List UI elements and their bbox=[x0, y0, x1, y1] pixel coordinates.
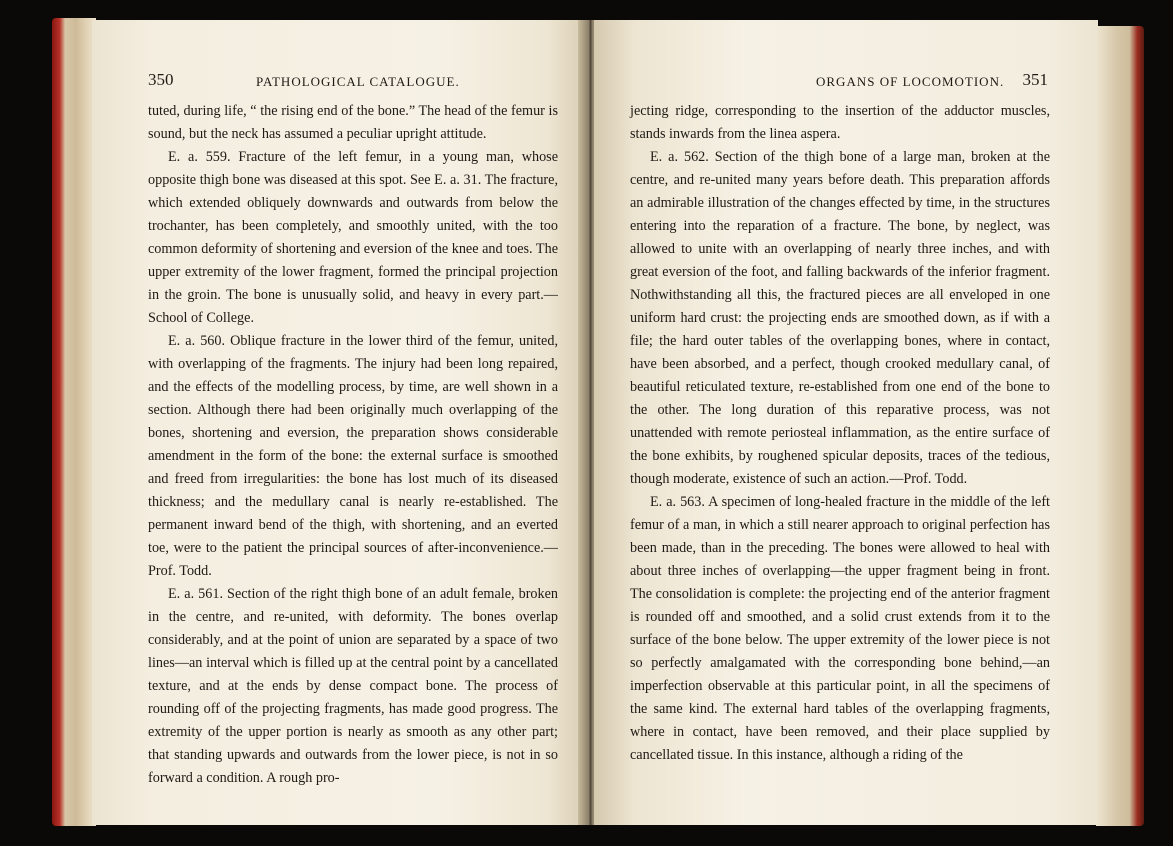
left-page-body bbox=[148, 100, 558, 790]
left-running-head: PATHOLOGICAL CATALOGUE. bbox=[256, 74, 460, 89]
right-paragraph-1: jecting ridge, corresponding to the insertion of the adductor muscles, stands inwards from the linea aspera. bbox=[630, 103, 1050, 142]
left-paragraph-4: E. a. 561. Section of the right thigh bone of an adult female, broken in the centre, and re-united, with deformity. The bones overlap considerably, and at the point of union are separated by a space of two lines—an interval which is filled up at the central point by a cancellated texture, and at the ends by dense compact bone. The process of rounding off of the projecting fragments, has made good progress. The extremity of the upper portion is nearly as smooth as any other part; that standing upwards and outwards from the lower piece, is not in so forward a condition. A rough pro- bbox=[148, 586, 558, 786]
left-page-number: 350 bbox=[148, 70, 174, 89]
left-paragraph-3: E. a. 560. Oblique fracture in the lower third of the femur, united, with overlapping of the fragments. The injury had been long repaired, and the effects of the modelling process, by time, are well shown in a section. Although there had been originally much overlapping of the bones, shortening and eversion, the preparation shows considerable amendment in the form of the bone: the external surface is smoothed and freed from irregularities: the bone has lost much of its diseased thickness; and the medullary canal is nearly re-established. The permanent inward bend of the thigh, with shortening, and an everted toe, were to the patient the principal sources of after-inconvenience.—Prof. Todd. bbox=[148, 333, 558, 579]
left-paragraph-1: tuted, during life, “ the rising end of the bone.” The head of the femur is sound, but the neck has assumed a peculiar upright attitude. bbox=[148, 103, 558, 142]
right-page-header bbox=[630, 72, 1048, 96]
book-edge-left bbox=[52, 18, 96, 826]
right-running-head: ORGANS OF LOCOMOTION. bbox=[816, 74, 1005, 89]
left-paragraph-2: E. a. 559. Fracture of the left femur, in a young man, whose opposite thigh bone was diseased at this spot. See E. a. 31. The fracture, which extended obliquely downwards and outwards from below the trochanter, has been completely, and smoothly united, with the too common deformity of shortening and eversion of the knee and toes. The upper extremity of the lower fragment, formed the principal projection in the groin. The bone is unusually solid, and heavy in every part.—School of College. bbox=[148, 149, 558, 326]
right-paragraph-3: E. a. 563. A specimen of long-healed fracture in the middle of the left femur of a man, in which a still nearer approach to original perfection has been made, than in the preceding. The bones were allowed to heal with about three inches of overlapping—the upper fragment being in front. The consolidation is complete: the projecting end of the anterior fragment is rounded off and smoothed, and a solid crust extends from it to the surface of the bone below. The upper extremity of the lower piece is not so perfectly amalgamated with the corresponding bone behind,—an imperfection observable at this particular point, in all the specimens of the same kind. The external hard tables of the overlapping fragments, where in contact, have been removed, and their place supplied by cancellated tissue. In this instance, although a riding of the bbox=[630, 494, 1050, 763]
right-page-number: 351 bbox=[1022, 70, 1048, 89]
right-page-body bbox=[630, 100, 1050, 767]
book-edge-right bbox=[1096, 26, 1144, 826]
left-page-header bbox=[148, 72, 556, 96]
right-paragraph-2: E. a. 562. Section of the thigh bone of a large man, broken at the centre, and re-united many years before death. This preparation affords an admirable illustration of the changes effected by time, in the structures entering into the reparation of a fracture. The bone, by neglect, was allowed to unite with an overlapping of nearly three inches, and with great eversion of the foot, and falling backwards of the inferior fragment. Nothwithstanding all this, the fractured pieces are all enveloped in one uniform hard crust: the projecting ends are smoothed down, as if with a file; the hard outer tables of the overlapping bones, where in contact, have been absorbed, and a perfect, though crooked medullary canal, of beautiful reticulated texture, re-established from one end of the bone to the other. The long duration of this reparative process, was not unattended with remote periosteal inflammation, as the entire surface of the bone exhibits, by roughened spicular deposits, traces of the tedious, though moderate, existence of such an action.—Prof. Todd. bbox=[630, 149, 1050, 487]
right-page bbox=[594, 20, 1098, 825]
left-page bbox=[92, 20, 586, 825]
